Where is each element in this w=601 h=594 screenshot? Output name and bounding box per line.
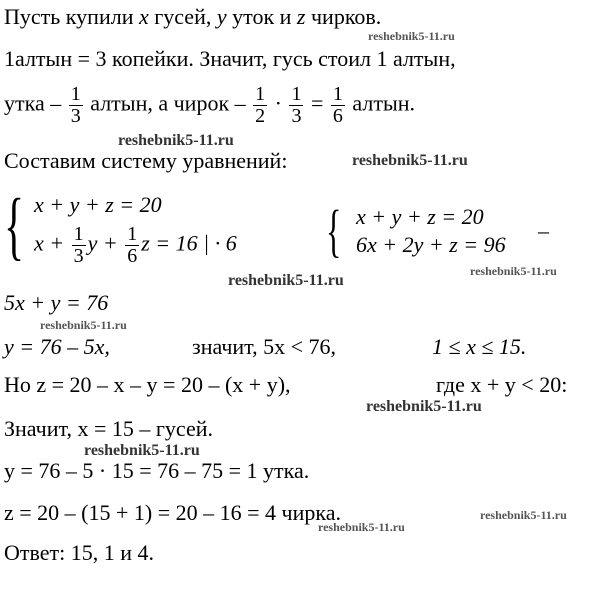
eq: y + bbox=[87, 230, 124, 256]
system2-row1 bbox=[356, 204, 484, 230]
text: уток и bbox=[226, 4, 297, 29]
num: 1 bbox=[291, 83, 302, 105]
num: 1 bbox=[255, 83, 266, 105]
watermark: reshebnik5-11.ru bbox=[40, 318, 127, 332]
line-4: Составим систему уравнений: bbox=[4, 148, 288, 173]
eq: 1 ≤ x ≤ 15. bbox=[432, 334, 527, 359]
watermark: reshebnik5-11.ru bbox=[368, 29, 455, 43]
den: 3 bbox=[70, 105, 81, 127]
fraction bbox=[125, 224, 139, 267]
den: 3 bbox=[291, 105, 302, 127]
var-x: x bbox=[138, 4, 149, 29]
num: 1 bbox=[73, 223, 84, 245]
eq: x + bbox=[34, 230, 70, 256]
text: гусей, bbox=[148, 4, 217, 29]
fraction-one-half bbox=[253, 84, 267, 127]
line-6b: значит, 5x < 76, bbox=[192, 334, 337, 359]
line-8: Значит, x = 15 – гусей. bbox=[4, 416, 213, 441]
eq: z = 16 | · 6 bbox=[141, 230, 237, 256]
watermark: reshebnik5-11.ru bbox=[470, 264, 557, 278]
watermark: reshebnik5-11.ru bbox=[318, 520, 405, 534]
line-5: 5x + y = 76 bbox=[4, 290, 109, 315]
system1-row2 bbox=[34, 224, 237, 267]
line-10: z = 20 – (15 + 1) = 20 – 16 = 4 чирка. bbox=[4, 500, 342, 525]
text: чирков. bbox=[305, 4, 382, 29]
den: 6 bbox=[127, 245, 138, 267]
watermark: reshebnik5-11.ru bbox=[480, 508, 567, 522]
line-6a bbox=[4, 336, 110, 358]
watermark: reshebnik5-11.ru bbox=[352, 152, 468, 169]
den: 2 bbox=[255, 105, 266, 127]
den: 6 bbox=[332, 105, 343, 127]
den: 3 bbox=[73, 245, 84, 267]
watermark: reshebnik5-11.ru bbox=[118, 132, 234, 149]
fraction-one-third-2 bbox=[289, 84, 303, 127]
line-6c bbox=[432, 336, 526, 358]
line-2: 1алтын = 3 копейки. Значит, гусь стоил 1 алтын, bbox=[4, 46, 456, 71]
minus-sign: – bbox=[538, 218, 549, 243]
line-1 bbox=[4, 6, 381, 28]
line-7b: где x + y < 20: bbox=[436, 372, 568, 397]
text: Пусть купили bbox=[4, 4, 139, 29]
line-7a: Но z = 20 – x – y = 20 – (x + y), bbox=[4, 372, 291, 397]
num: 1 bbox=[70, 83, 81, 105]
system1-row1 bbox=[34, 192, 162, 218]
eq: y = 76 – 5x, bbox=[4, 334, 110, 359]
fraction bbox=[72, 224, 86, 267]
var-y: y bbox=[216, 4, 227, 29]
var-z: z bbox=[296, 4, 306, 29]
num: 1 bbox=[127, 223, 138, 245]
fraction-one-sixth bbox=[331, 84, 345, 127]
text: утка – bbox=[4, 90, 67, 116]
eq: x + y + z = 20 bbox=[356, 204, 484, 229]
text: алтын. bbox=[346, 90, 415, 116]
answer-line: Ответ: 15, 1 и 4. bbox=[4, 540, 155, 565]
eq: 6x + 2y + z = 96 bbox=[356, 232, 506, 257]
num: 1 bbox=[332, 83, 343, 105]
line-9: y = 76 – 5 · 15 = 76 – 75 = 1 утка. bbox=[4, 458, 310, 483]
brace-left: { bbox=[326, 198, 342, 263]
eq: x + y + z = 20 bbox=[34, 192, 162, 217]
text: алтын, а чирок – bbox=[84, 90, 252, 116]
system2-row2 bbox=[356, 232, 506, 258]
line-3 bbox=[4, 84, 415, 127]
text: · bbox=[269, 90, 288, 116]
watermark: reshebnik5-11.ru bbox=[84, 442, 200, 459]
brace-left: { bbox=[4, 184, 25, 268]
text: = bbox=[305, 90, 329, 116]
watermark: reshebnik5-11.ru bbox=[228, 272, 344, 289]
fraction-one-third bbox=[69, 84, 83, 127]
watermark: reshebnik5-11.ru bbox=[366, 398, 482, 415]
